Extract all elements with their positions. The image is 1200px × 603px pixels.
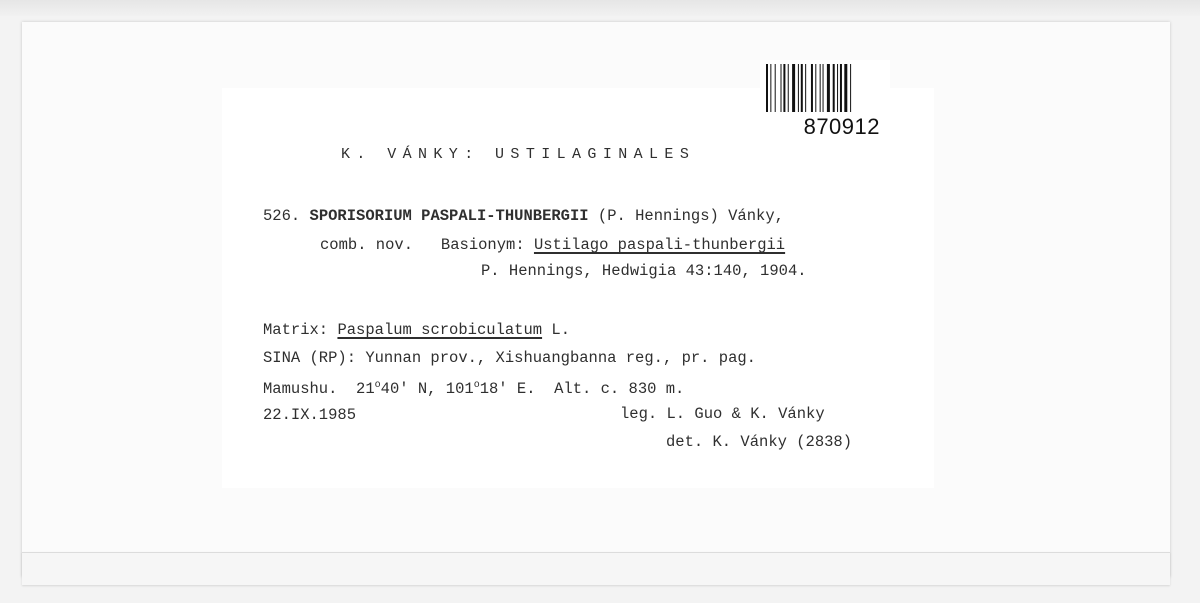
- determiner-line: det. K. Vánky (2838): [666, 433, 853, 451]
- barcode-label: [760, 60, 890, 142]
- entry-line-2: [320, 236, 785, 254]
- entry-line-1: [263, 207, 784, 225]
- envelope-flap: [22, 552, 1170, 585]
- longitude-degrees: 101: [445, 380, 474, 398]
- matrix-line: [263, 321, 570, 339]
- basionym-label: Basionym:: [440, 236, 525, 254]
- species-authors: (P. Hennings) Vánky,: [597, 207, 784, 225]
- matrix-label: Matrix:: [263, 321, 329, 339]
- label-heading: K. VÁNKY: USTILAGINALES: [341, 146, 696, 163]
- collector-line: leg. L. Guo & K. Vánky: [620, 405, 825, 423]
- longitude-minutes: 18' E.: [479, 380, 536, 398]
- basionym-reference: P. Hennings, Hedwigia 43:140, 1904.: [481, 262, 807, 280]
- host-name: Paspalum scrobiculatum: [337, 321, 543, 339]
- locality-place: Mamushu.: [263, 380, 338, 398]
- background-strip: [0, 0, 1200, 16]
- altitude: Alt. c. 830 m.: [554, 380, 685, 398]
- host-author: L.: [551, 321, 570, 339]
- basionym-name: Ustilago paspali-thunbergii: [533, 236, 786, 254]
- locality-line-2: Mamushu. 21$^o$40' N, 101$^o$18' E. Alt. c. 830 m.: [263, 380, 685, 398]
- comb-nov: comb. nov.: [320, 236, 414, 254]
- exsiccata-number: 526.: [263, 207, 301, 225]
- latitude-minutes: 40' N,: [380, 380, 437, 398]
- latitude-degrees: 21: [356, 380, 375, 398]
- locality-line-1: SINA (RP): Yunnan prov., Xishuangbanna reg., pr. pag.: [263, 349, 756, 367]
- barcode-icon: [766, 64, 884, 112]
- collection-date: 22.IX.1985: [263, 406, 357, 424]
- species-name: SPORISORIUM PASPALI-THUNBERGII: [309, 207, 589, 225]
- barcode-number: 870912: [803, 114, 880, 139]
